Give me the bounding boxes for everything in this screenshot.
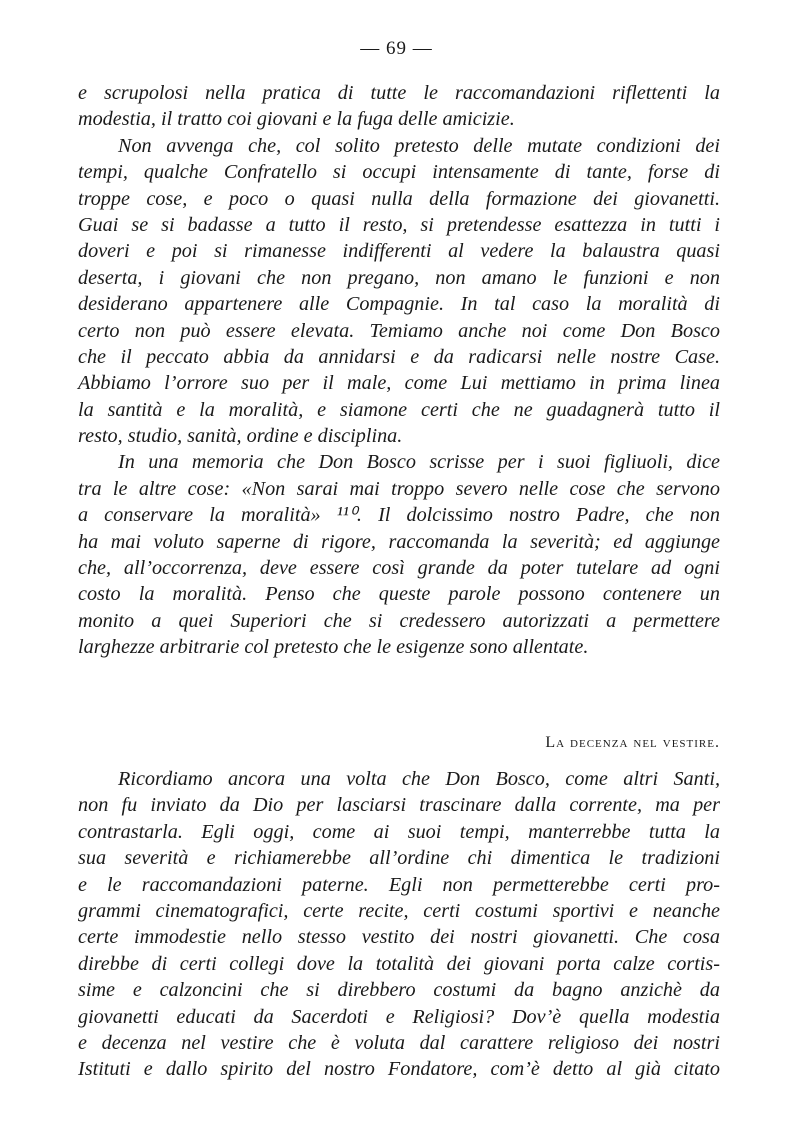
text-line: desiderano appartenere alle Compagnie. In tal caso la moralità di (78, 293, 720, 316)
text-line: deserta, i giovani che non pregano, non amano le funzioni e non (78, 266, 720, 289)
text-line: monito a quei Superiori che si credessero autorizzati a permettere (78, 609, 720, 632)
text-line: e decenza nel vestire che è voluta dal carattere religioso dei nostri (78, 1031, 720, 1054)
text-line: e scrupolosi nella pratica di tutte le raccomandazioni riflettenti la (78, 82, 720, 104)
text-line: grammi cinematografici, certe recite, certi costumi sportivi e neanche (78, 899, 720, 922)
text-line: modestia, il tratto coi giovani e la fuga delle amicizie. (78, 108, 515, 131)
text-line: direbbe di certi collegi dove la totalità dei giovani porta calze cortis- (78, 952, 720, 975)
text-line: Ricordiamo ancora una volta che Don Bosco, come altri Santi, (118, 768, 720, 790)
text-line: Guai se si badasse a tutto il resto, si pretendesse esattezza in tutti i (78, 213, 720, 236)
text-line: contrastarla. Egli oggi, come ai suoi tempi, manterrebbe tutta la (78, 820, 720, 843)
page-number: — 69 — (360, 38, 433, 59)
text-line: ha mai voluto saperne di rigore, raccomanda la severità; ed aggiunge (78, 530, 720, 553)
text-line: larghezze arbitrarie col pretesto che le esigenze sono allentate. (78, 636, 589, 659)
text-line: tra le altre cose: «Non sarai mai troppo severo nelle cose che servono (78, 477, 720, 500)
text-line: che il peccato abbia da annidarsi e da radicarsi nelle nostre Case. (78, 345, 720, 368)
text-block-upper (78, 80, 720, 661)
text-line: non fu inviato da Dio per lasciarsi trascinare dalla corrente, ma per (78, 794, 720, 817)
text-line: In una memoria che Don Bosco scrisse per i suoi figliuoli, dice (118, 451, 720, 474)
text-line: Non avvenga che, col solito pretesto delle mutate condizioni dei (118, 134, 720, 157)
text-line: e le raccomandazioni paterne. Egli non permetterebbe certi pro- (78, 873, 720, 896)
text-line: tempi, qualche Confratello si occupi intensamente di tante, forse di (78, 161, 720, 184)
text-line: Abbiamo l’orrore suo per il male, come Lui mettiamo in prima linea (78, 372, 720, 395)
text-line: costo la moralità. Penso che queste parole possono contenere un (78, 583, 720, 606)
text-line: Istituti e dallo spirito del nostro Fondatore, com’è detto al già citato (78, 1058, 720, 1081)
text-line: troppe cose, e poco o quasi nulla della formazione dei giovanetti. (78, 187, 720, 210)
text-line: giovanetti educati da Sacerdoti e Religiosi? Dov’è quella modestia (78, 1005, 720, 1028)
text-line: certe immodestie nello stesso vestito dei nostri giovanetti. Che cosa (78, 926, 720, 949)
text-line: che, all’occorrenza, deve essere così grande da poter tutelare ad ogni (78, 557, 720, 580)
text-line: resto, studio, sanità, ordine e disciplina. (78, 425, 403, 448)
text-line: a conservare la moralità» ¹¹⁰. Il dolcissimo nostro Padre, che non (78, 504, 720, 527)
text-line: sua severità e richiamerebbe all’ordine chi dimentica le tradizioni (78, 847, 720, 870)
section-heading: La decenza nel vestire. (545, 734, 720, 751)
text-line: certo non può essere elevata. Temiamo anche noi come Don Bosco (78, 319, 720, 342)
text-line: la santità e la moralità, e siamone certi che ne guadagnerà tutto il (78, 398, 720, 421)
text-line: doveri e poi si rimanesse indifferenti al vedere la balaustra quasi (78, 240, 720, 263)
text-block-lower (78, 766, 720, 1083)
text-line: sime e calzoncini che si direbbero costumi da bagno anzichè da (78, 979, 720, 1002)
